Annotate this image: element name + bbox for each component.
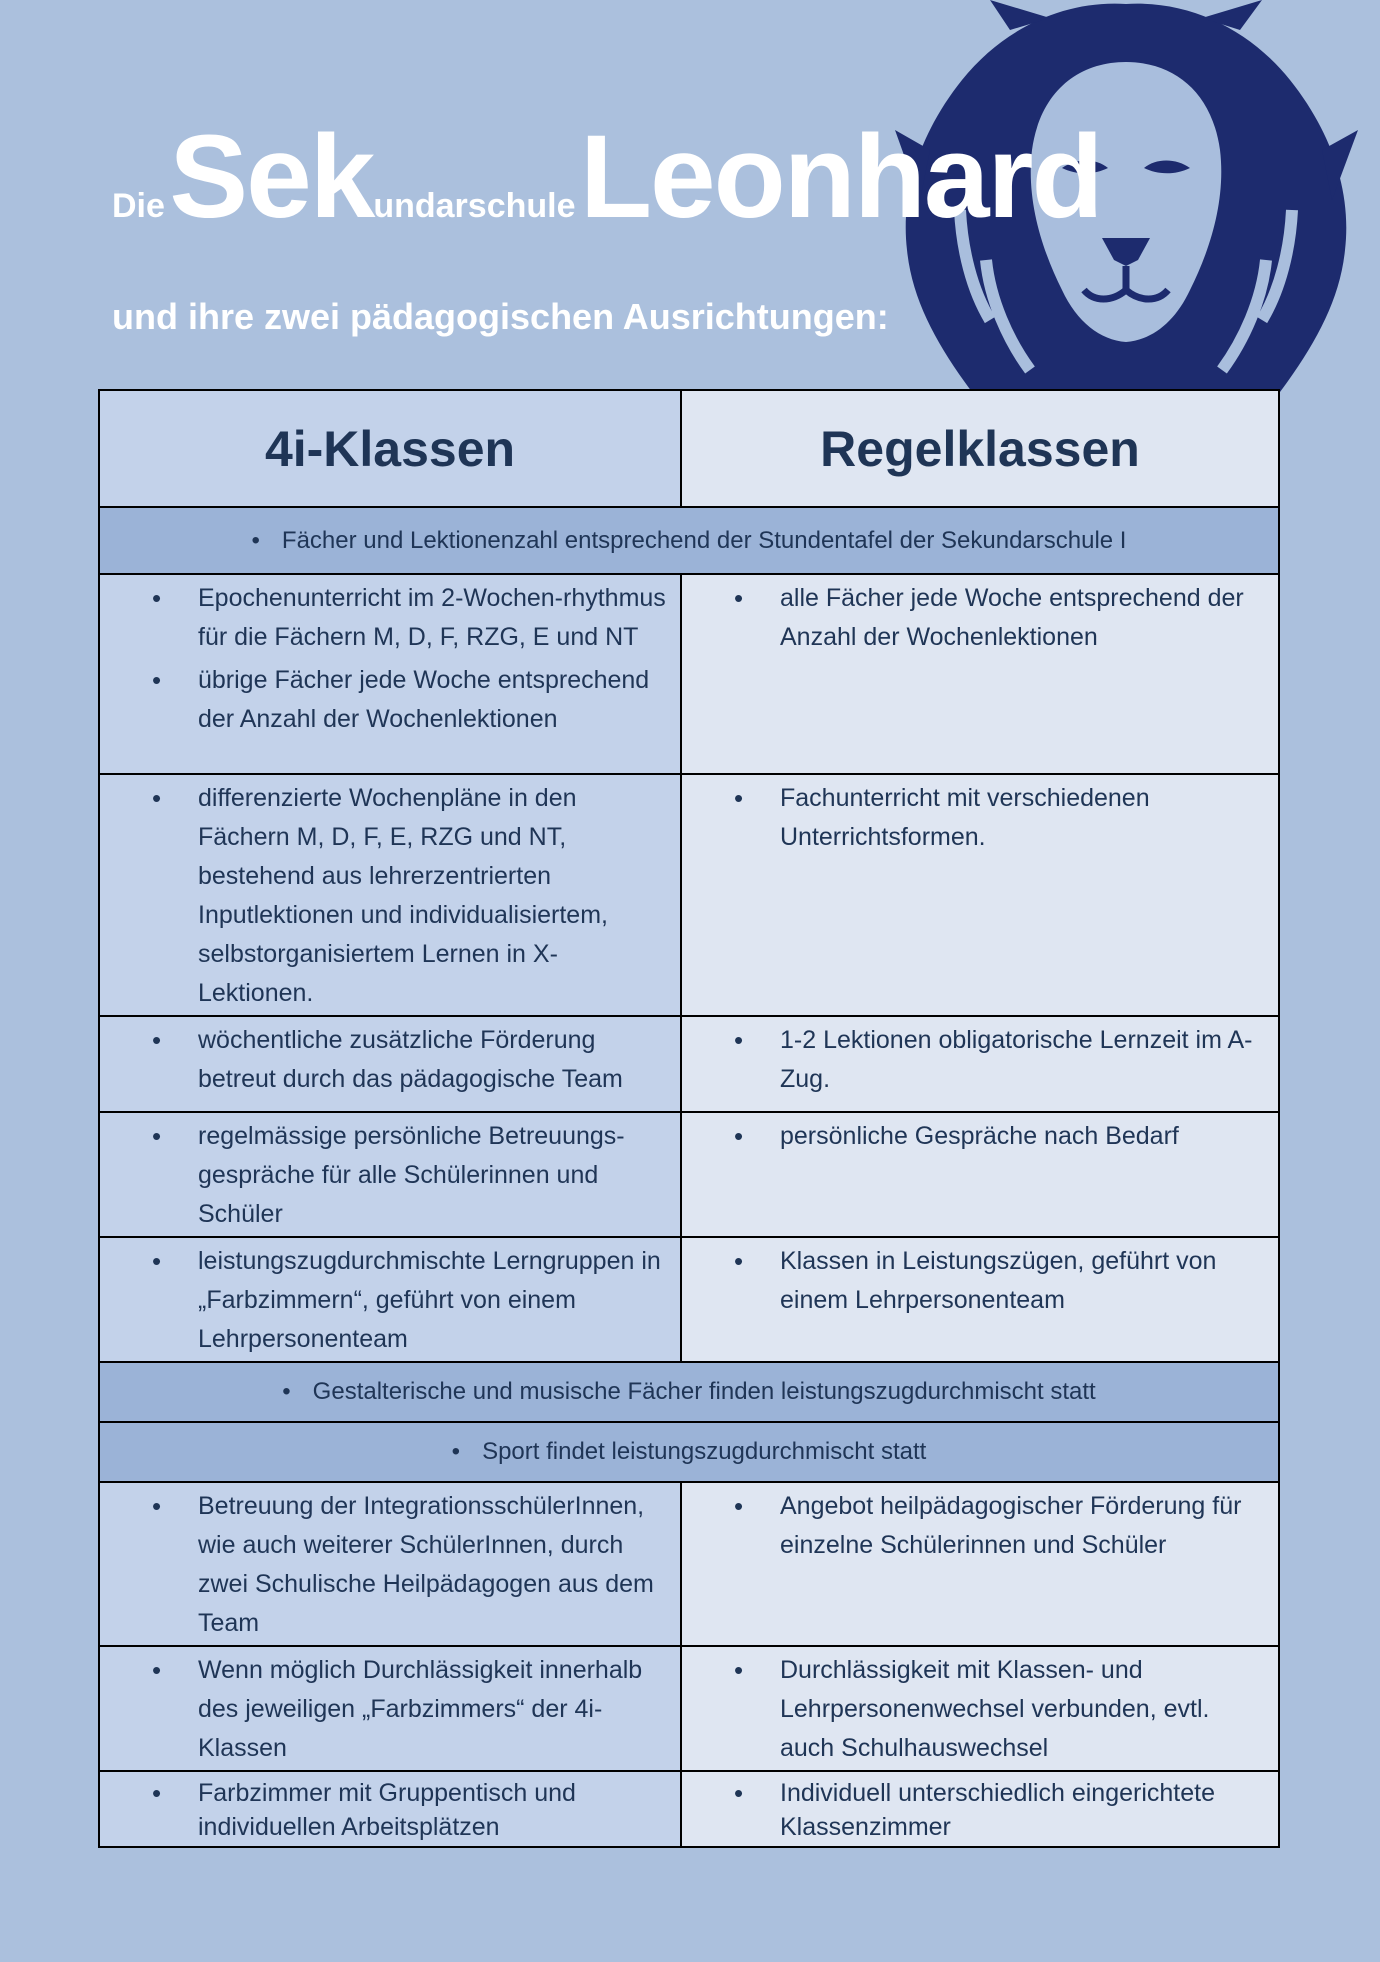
title-part-undarschule: undarschule: [373, 187, 576, 225]
table-row: [99, 1771, 1279, 1847]
list-item: • differenzierte Wochenpläne in den Fächern M, D, F, E, RZG und NT, bestehend aus lehrerzentrierten Inputlektionen und individualisiertem, selbstorganisiertem Lernen in X-Lektionen.: [100, 779, 680, 1013]
table-full-row: [99, 507, 1279, 574]
table-cell-left: [99, 1482, 681, 1646]
column-header-regel: Regelklassen: [681, 390, 1279, 507]
list-item: • Farbzimmer mit Gruppentisch und individuellen Arbeitsplätzen: [100, 1776, 680, 1844]
table-full-row: [99, 1422, 1279, 1482]
list-item: • 1-2 Lektionen obligatorische Lernzeit im A-Zug.: [682, 1021, 1278, 1099]
list-item: • leistungszugdurchmischte Lerngruppen in „Farbzimmern“, geführt von einem Lehrpersonenteam: [100, 1242, 680, 1359]
page-subtitle: und ihre zwei pädagogischen Ausrichtungen:: [112, 296, 889, 337]
table-row: [99, 1237, 1279, 1362]
table-cell-left: [99, 574, 681, 774]
full-row-text: Gestalterische und musische Fächer finden leistungszugdurchmischt statt: [312, 1378, 1096, 1405]
table-row: [99, 1112, 1279, 1237]
table-row: [99, 1016, 1279, 1112]
table-cell-right: [681, 1112, 1279, 1237]
page-title: [112, 111, 1102, 243]
list-item: • Durchlässigkeit mit Klassen- und Lehrpersonenwechsel verbunden, evtl. auch Schulhauswechsel: [682, 1651, 1278, 1768]
table-header-row: [99, 390, 1279, 507]
table-row: [99, 1362, 1279, 1422]
full-row-text: Sport findet leistungszugdurchmischt statt: [482, 1438, 927, 1465]
list-item: • Angebot heilpädagogischer Förderung für einzelne Schülerinnen und Schüler: [682, 1487, 1278, 1565]
list-item: • Wenn möglich Durchlässigkeit innerhalb des jeweiligen „Farbzimmers“ der 4i-Klassen: [100, 1651, 680, 1768]
bullet-icon: •: [251, 526, 260, 554]
table-row: [99, 507, 1279, 574]
table-cell-right: [681, 1771, 1279, 1847]
title-part-die: Die: [112, 187, 165, 225]
list-item: • Betreuung der IntegrationsschülerInnen, wie auch weiterer SchülerInnen, durch zwei Schulische Heilpädagogen aus dem Team: [100, 1487, 680, 1643]
bullet-icon: •: [282, 1378, 291, 1405]
table-cell-right: [681, 1482, 1279, 1646]
table-cell-right: [681, 1646, 1279, 1771]
table-row: [99, 1646, 1279, 1771]
table-row: [99, 574, 1279, 774]
list-item: • Individuell unterschiedlich eingerichtete Klassenzimmer: [682, 1776, 1278, 1844]
list-item: • Epochenunterricht im 2-Wochen-rhythmus für die Fächern M, D, F, RZG, E und NT: [100, 579, 680, 657]
table-full-row: [99, 1362, 1279, 1422]
column-header-4i: 4i-Klassen: [99, 390, 681, 507]
list-item: • Fachunterricht mit verschiedenen Unterrichtsformen.: [682, 779, 1278, 857]
table-row: [99, 774, 1279, 1016]
table-cell-left: [99, 1112, 681, 1237]
list-item: • regelmässige persönliche Betreuungs-gespräche für alle Schülerinnen und Schüler: [100, 1117, 680, 1234]
table-cell-left: [99, 1646, 681, 1771]
title-part-sek: Sek: [169, 111, 374, 243]
table-cell-left: [99, 1771, 681, 1847]
table-cell-right: [681, 774, 1279, 1016]
table-cell-left: [99, 1237, 681, 1362]
table-cell-right: [681, 1237, 1279, 1362]
list-item: • Klassen in Leistungszügen, geführt von einem Lehrpersonenteam: [682, 1242, 1278, 1320]
bullet-icon: •: [451, 1438, 461, 1465]
table-row: [99, 1482, 1279, 1646]
table-cell-left: [99, 774, 681, 1016]
table-cell-left: [99, 1016, 681, 1112]
table-cell-right: [681, 574, 1279, 774]
list-item: • übrige Fächer jede Woche entsprechend der Anzahl der Wochenlektionen: [100, 661, 680, 739]
full-row-text: Fächer und Lektionenzahl entsprechend der Stundentafel der Sekundarschule I: [281, 526, 1127, 554]
list-item: • wöchentliche zusätzliche Förderung betreut durch das pädagogische Team: [100, 1021, 680, 1099]
list-item: • persönliche Gespräche nach Bedarf: [682, 1117, 1278, 1156]
table-cell-right: [681, 1016, 1279, 1112]
list-item: • alle Fächer jede Woche entsprechend der Anzahl der Wochenlektionen: [682, 579, 1278, 657]
title-part-leonhard: Leonhard: [579, 111, 1102, 243]
table-row: [99, 1422, 1279, 1482]
comparison-table: [98, 389, 1280, 1848]
